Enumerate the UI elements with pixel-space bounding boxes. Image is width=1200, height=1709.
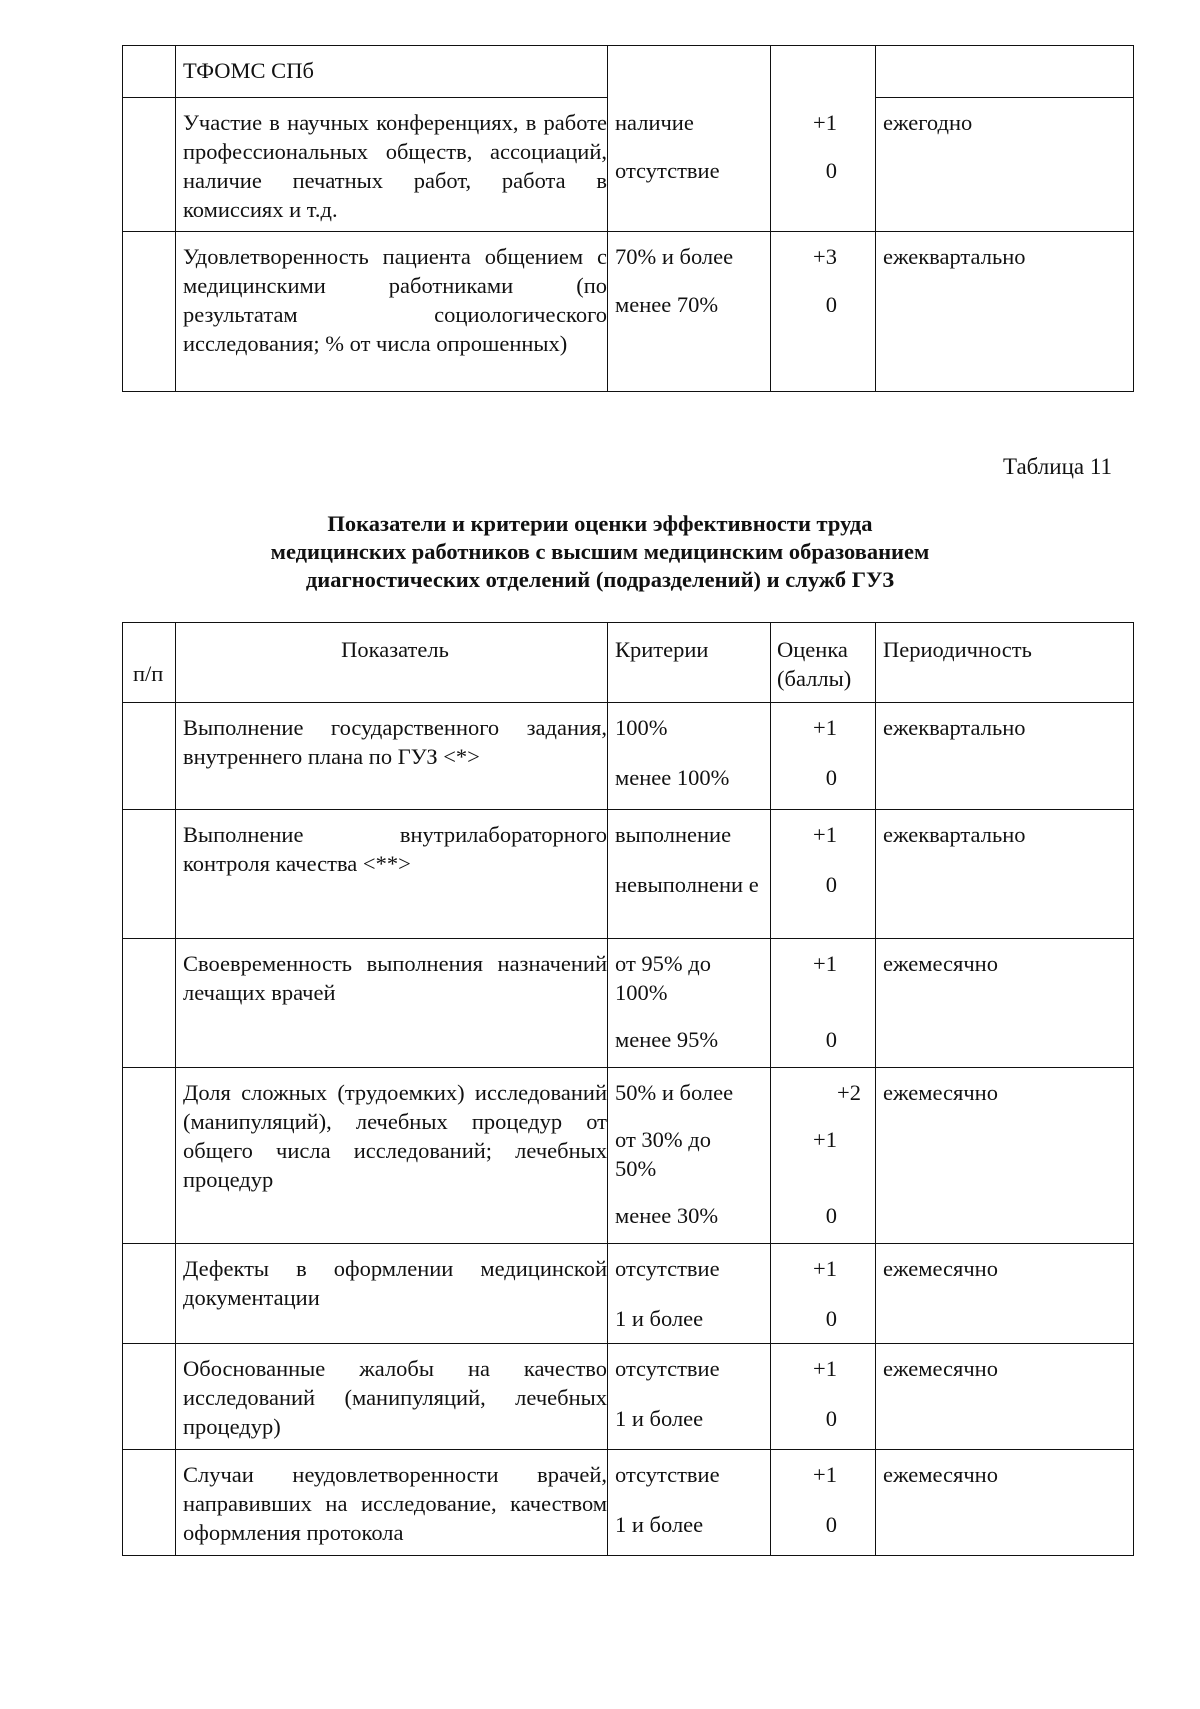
indicator-text: Обоснованные жалобы на качество исследований (манипуляций, лечебных процедур) [183,1356,607,1439]
score-value: 0 [825,157,837,183]
criteria-cell [608,1450,771,1556]
indicator-cell [176,1244,608,1344]
header-indicator-label: Показатель [341,637,449,662]
criteria-cell [608,98,771,232]
indicator-cell [176,1450,608,1556]
periodicity-text: ежемесячно [883,1080,998,1105]
heading-line: диагностических отделений (подразделений) и служб ГУЗ [305,567,895,592]
score-value: 0 [825,765,837,790]
criteria-cell [608,1244,771,1344]
table-row [123,1244,1134,1344]
header-periodicity [876,623,1134,703]
score-cell [771,939,876,1068]
table-caption: Таблица 11 [1002,454,1112,479]
criteria-cell [608,810,771,939]
table-row [123,810,1134,939]
score-value: 0 [825,1203,837,1228]
row-number-cell [123,46,176,98]
periodicity-cell [876,1068,1134,1244]
score-cell [771,1068,876,1244]
criterion-text: 1 и более [615,1406,704,1431]
header-number [123,623,176,703]
row-number-cell [123,703,176,810]
indicator-text: Доля сложных (трудоемких) исследований (манипуляций), лечебных процедур от общего числа исследований; лечебных процедур [183,1080,607,1192]
indicator-cell [176,810,608,939]
criteria-table-11 [122,622,1134,1556]
header-number-label: п/п [133,661,164,686]
periodicity-cell [876,939,1134,1068]
continued-criteria-table [122,45,1134,392]
periodicity-cell [876,810,1134,939]
table-heading [0,510,1200,594]
row-number-cell [123,232,176,392]
header-indicator [176,623,608,703]
periodicity-text: ежемесячно [883,1256,998,1281]
indicator-text: Случаи неудовлетворенности врачей, направивших на исследование, качеством оформления протокола [183,1462,607,1545]
score-value: 0 [825,872,837,897]
score-cell [771,1450,876,1556]
table-row [123,1068,1134,1244]
criterion-text: менее 95% [615,1027,719,1052]
criterion-text: отсутствие [615,157,720,183]
score-cell [771,46,876,98]
periodicity-cell [876,703,1134,810]
periodicity-cell [876,46,1134,98]
criteria-cell [608,1344,771,1450]
table-row [123,1344,1134,1450]
periodicity-text: ежеквартально [883,244,1026,269]
criterion-text: 1 и более [615,1306,704,1331]
criteria-cell [608,232,771,392]
criteria-cell [608,1068,771,1244]
header-criteria-label: Критерии [615,637,709,662]
header-score [771,623,876,703]
header-periodicity-label: Периодичность [883,637,1032,662]
header-criteria [608,623,771,703]
header-score-unit: (баллы) [777,666,852,691]
table-row [123,703,1134,810]
score-cell [771,1344,876,1450]
periodicity-text: ежемесячно [883,1462,998,1487]
score-value: +1 [813,1356,837,1381]
criteria-cell [608,46,771,98]
indicator-cell [176,1068,608,1244]
criterion-text: менее 70% [615,292,719,317]
periodicity-text: ежеквартально [883,822,1026,847]
score-value: +3 [813,244,837,269]
criterion-text: 100% [615,715,668,740]
score-value: +1 [813,951,837,976]
score-value: 0 [825,1306,837,1331]
indicator-cell [176,1344,608,1450]
score-cell [771,810,876,939]
score-value: +2 [837,1080,861,1105]
score-value: +1 [813,1127,837,1152]
indicator-cell [176,98,608,232]
table-row [123,1450,1134,1556]
criterion-text: от 30% до 50% [615,1127,711,1181]
table-header-row [123,623,1134,703]
criterion-text: 1 и более [615,1512,704,1537]
row-number-cell [123,810,176,939]
row-number-cell [123,939,176,1068]
table-row [123,232,1134,392]
indicator-cell [176,46,608,98]
periodicity-text: ежегодно [883,110,973,135]
score-value: +1 [813,715,837,740]
criterion-text: 70% и более [615,244,734,269]
indicator-text: Дефекты в оформлении медицинской документации [183,1256,607,1310]
row-number-cell [123,1244,176,1344]
score-value: +1 [813,1256,837,1281]
criterion-text: отсутствие [615,1256,720,1281]
criterion-text: от 95% до 100% [615,951,711,1005]
row-number-cell [123,98,176,232]
indicator-cell [176,939,608,1068]
table-row [123,46,1134,98]
score-value: 0 [825,292,837,317]
indicator-cell [176,703,608,810]
periodicity-cell [876,1244,1134,1344]
indicator-text: Выполнение государственного задания, внутреннего плана по ГУЗ <*> [183,715,607,769]
score-cell [771,232,876,392]
periodicity-text: ежемесячно [883,951,998,976]
score-value: +1 [813,1462,837,1487]
indicator-text: Своевременность выполнения назначений лечащих врачей [183,951,607,1005]
criteria-cell [608,939,771,1068]
periodicity-text: ежеквартально [883,715,1026,740]
periodicity-cell [876,232,1134,392]
heading-line: медицинских работников с высшим медицинским образованием [270,539,930,564]
header-score-label: Оценка [777,637,848,662]
score-cell [771,98,876,232]
periodicity-cell [876,98,1134,232]
score-value: +1 [813,822,837,847]
indicator-text: Удовлетворенность пациента общением с медицинскими работниками (по результатам социологического исследования; % от числа опрошенных) [183,244,607,356]
criteria-cell [608,703,771,810]
criterion-text: менее 30% [615,1203,719,1228]
indicator-cell [176,232,608,392]
criterion-text: наличие [615,109,694,135]
score-value: 0 [825,1406,837,1431]
indicator-text: Участие в научных конференциях, в работе профессиональных обществ, ассоциаций, наличие печатных работ, работа в комиссиях и т.д. [183,110,607,222]
row-number-cell [123,1344,176,1450]
table-row [123,939,1134,1068]
row-number-cell [123,1450,176,1556]
score-value: 0 [825,1027,837,1052]
criterion-text: 50% и более [615,1080,734,1105]
indicator-text: ТФОМС СПб [183,58,314,83]
criterion-text: отсутствие [615,1356,720,1381]
score-value: +1 [813,109,837,135]
score-cell [771,703,876,810]
score-cell [771,1244,876,1344]
heading-line: Показатели и критерии оценки эффективности труда [327,511,873,536]
periodicity-cell [876,1344,1134,1450]
periodicity-text: ежемесячно [883,1356,998,1381]
criterion-text: невыполнени е [615,872,759,897]
row-number-cell [123,1068,176,1244]
table-row [123,98,1134,232]
criterion-text: выполнение [615,822,732,847]
indicator-text: Выполнение внутрилабораторного контроля качества <**> [183,822,607,876]
criterion-text: отсутствие [615,1462,720,1487]
periodicity-cell [876,1450,1134,1556]
criterion-text: менее 100% [615,765,730,790]
score-value: 0 [825,1512,837,1537]
